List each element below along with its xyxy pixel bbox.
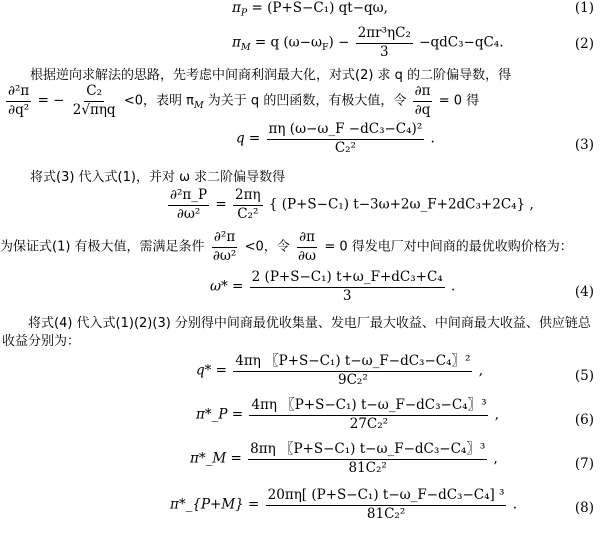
p2-frac2-num: C₂ — [84, 84, 104, 102]
eq8-number: (8) — [574, 500, 594, 516]
p2-eq: = − — [37, 92, 65, 109]
esd-frac1-num: ∂²π_P — [168, 188, 209, 206]
p2-frac2-den: 2√πηq — [72, 101, 116, 118]
eq7-lhs: π*_M = — [190, 450, 242, 467]
eq6-post: , — [494, 406, 500, 423]
eq6-fraction — [249, 398, 488, 432]
eq4-frac-numerator: 2 (P+S−C₁) t+ω_F+dC₃+C₄ — [250, 270, 445, 288]
p4-text-b: <0，令 — [244, 239, 290, 255]
eq3-lhs: q = — [236, 130, 261, 147]
paragraph-3: 将式(3) 代入式(1)，并对 ω 求二阶偏导数得 — [30, 170, 286, 185]
equation-2 — [232, 26, 504, 60]
eq7-frac-denominator: 81C₂² — [348, 459, 387, 476]
eq2-pre-sub: F — [321, 42, 329, 54]
p4-frac2-den: ∂ω — [298, 247, 317, 264]
equation-8 — [170, 488, 517, 522]
eq3-number: (3) — [574, 137, 594, 153]
paragraph-2: $\frac{\text{∂²π}}{\text{∂q²}}$ = − $\frac{\text{C₂}}{\text{2√πηq}}$ <0，表明 $\pi_M$ 为关于 q 的凹函数，有极大值，令 $\frac{\partial\pi}{\partial q}$ = 0 得 — [8, 83, 480, 118]
equation-second-derivative — [166, 188, 534, 222]
p4-frac1-den: ∂ω² — [212, 247, 237, 264]
equation-6 — [196, 398, 499, 432]
eq1-rhs: = (P+S−C₁) qt−qω, — [251, 0, 388, 16]
eq2-lhs-sub: M — [240, 42, 251, 54]
eq7-post: , — [493, 450, 498, 467]
p4-text-c: = 0 得发电厂对中间商的最优收购价格为： — [324, 239, 573, 255]
equation-3 — [236, 122, 435, 156]
p2-fraction-3 — [413, 84, 433, 118]
paragraph-5: 将式(4) 代入式(1)(2)(3) 分别得中间商最优收集量、发电厂最大收益、中间商最大收益、供应链总 — [28, 316, 591, 331]
eq1-lhs: π — [232, 0, 241, 16]
equation-7 — [190, 442, 498, 476]
eq8-fraction — [266, 488, 507, 522]
esd-frac1-den: ∂ω² — [176, 205, 201, 222]
eq8-post: . — [512, 496, 518, 513]
eq8-frac-denominator: 81C₂² — [366, 505, 406, 522]
eq5-lhs: q* = — [196, 362, 227, 379]
p2-text-c: = 0 得 — [438, 93, 480, 109]
eq4-frac-denominator: 3 — [342, 287, 352, 304]
p4-frac1-num: ∂²π — [212, 230, 237, 248]
eq4-fraction — [250, 270, 445, 304]
eq6-lhs: π*_P = — [196, 406, 244, 423]
eq2-frac-denominator: 3 — [380, 43, 389, 60]
paragraph-6: 收益分别为： — [2, 334, 81, 349]
eq2-lhs: π — [232, 34, 241, 51]
eq3-fraction — [267, 122, 425, 156]
eq3-frac-denominator: C₂² — [334, 139, 356, 156]
eq5-number: (5) — [574, 368, 594, 384]
eq2-fraction — [356, 26, 413, 60]
eq4-lhs: ω* = — [210, 278, 244, 295]
esd-frac2-den: C₂² — [237, 205, 259, 222]
p4-frac2-num: ∂π — [297, 230, 317, 248]
p2-fraction-2 — [71, 84, 118, 118]
equation-5 — [196, 354, 483, 388]
esd-frac2-num: 2πη — [233, 188, 263, 206]
equation-4 — [210, 270, 455, 304]
paragraph-4 — [0, 230, 573, 264]
p4-fraction-1 — [211, 230, 238, 264]
eq2-pre: = q (ω−ω — [254, 34, 322, 51]
eq2-post: −qdC₃−qC₄. — [419, 34, 504, 51]
eq3-frac-numerator: πη (ω−ω_F −dC₃−C₄)² — [267, 122, 425, 140]
eq3-post: . — [430, 130, 435, 147]
p2-frac3-num: ∂π — [413, 84, 433, 102]
eq7-fraction — [248, 442, 487, 476]
eq6-number: (6) — [574, 412, 594, 428]
p2-text-a: <0，表明 π — [123, 93, 194, 109]
eq1-lhs-sub: P — [240, 7, 248, 19]
eq2-number: (2) — [574, 36, 594, 52]
paragraph-1: 根据逆向求解法的思路，先考虑中间商利润最大化，对式(2) 求 q 的二阶偏导数，得 — [30, 68, 512, 83]
eq6-frac-denominator: 27C₂² — [349, 415, 389, 432]
eq5-fraction — [233, 354, 472, 388]
p4-text-a: 为保证式(1) 有极大值，需满足条件 — [0, 239, 205, 255]
eq8-frac-numerator: 20πη[ (P+S−C₁) t−ω_F−dC₃−C₄] ³ — [266, 488, 507, 506]
p2-frac1-den: ∂q² — [8, 101, 30, 118]
eq4-number: (4) — [574, 284, 594, 300]
eq7-number: (7) — [574, 456, 594, 472]
eq1-number: (1) — [574, 0, 594, 16]
eq8-lhs: π*_{P+M} = — [170, 496, 260, 513]
eq2-pre-end: ) − — [328, 34, 350, 51]
esd-eq: = — [215, 196, 227, 213]
esd-fraction-2 — [233, 188, 263, 222]
p2-frac1-num: ∂²π — [6, 84, 31, 102]
eq5-post: , — [478, 362, 484, 379]
equation-1 — [232, 0, 388, 19]
esd-post: { (P+S−C₁) t−3ω+2ω_F+2dC₃+2C₄} , — [268, 196, 534, 213]
p4-fraction-2 — [296, 230, 318, 264]
eq5-frac-numerator: 4πη 〖P+S−C₁) t−ω_F−dC₃−C₄〗² — [233, 354, 472, 372]
eq6-frac-numerator: 4πη 〖P+S−C₁) t−ω_F−dC₃−C₄〗³ — [249, 398, 488, 416]
p2-frac3-den: ∂q — [414, 101, 431, 118]
eq5-frac-denominator: 9C₂² — [337, 371, 368, 388]
eq7-frac-numerator: 8πη 〖P+S−C₁) t−ω_F−dC₃−C₄〗³ — [248, 442, 487, 460]
eq2-frac-numerator: 2πr³ηC₂ — [356, 26, 413, 44]
esd-fraction-1 — [168, 188, 209, 222]
p2-text-b: 为关于 q 的凹函数，有极大值，令 — [203, 93, 407, 109]
p2-fraction-1 — [6, 84, 31, 118]
eq4-post: . — [450, 278, 456, 295]
